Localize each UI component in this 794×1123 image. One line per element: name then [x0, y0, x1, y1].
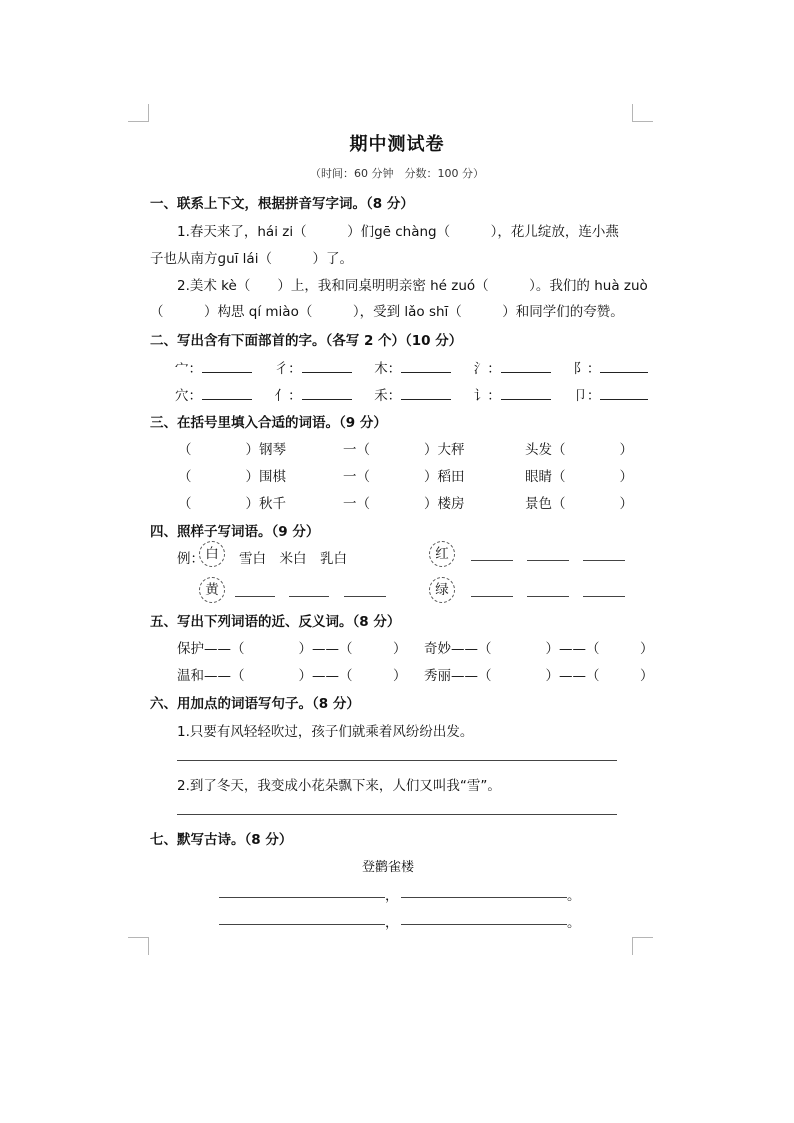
section-1-heading: 一、联系上下文，根据拼音写字词。（8 分）: [150, 196, 414, 212]
radical-label: 阝：: [573, 361, 601, 377]
answer-line[interactable]: [471, 560, 513, 561]
radical-label: 木：: [374, 361, 402, 377]
answer-blank[interactable]: [600, 387, 648, 400]
radical-label: 氵：: [473, 361, 501, 377]
example-label: 例：: [177, 551, 204, 567]
crop-mark: [128, 121, 148, 122]
section-7-heading: 七、默写古诗。（8 分）: [150, 832, 293, 848]
answer-line[interactable]: [344, 596, 386, 597]
answer-line[interactable]: [235, 596, 275, 597]
sentence-prompt: 2.到了冬天，我变成小花朵飘下来，人们又叫我“雪”。: [177, 778, 501, 794]
answer-line[interactable]: [527, 596, 569, 597]
fill-item: （ ）钢琴: [178, 442, 286, 458]
answer-blank[interactable]: [302, 360, 352, 373]
section-4-heading: 四、照样子写词语。（9 分）: [150, 524, 320, 540]
answer-blank[interactable]: [202, 387, 252, 400]
synonym-antonym-item: 奇妙——（ ）——（ ）: [424, 641, 654, 657]
radical-label: 卩：: [573, 388, 601, 404]
section-6-heading: 六、用加点的词语写句子。（8 分）: [150, 696, 360, 712]
fill-item: 景色（ ）: [525, 496, 633, 512]
poem-period: 。: [567, 888, 581, 904]
radical-row: [175, 357, 648, 377]
page-subtitle: （时间：60 分钟 分数：100 分）: [310, 167, 484, 180]
answer-blank[interactable]: [501, 387, 551, 400]
answer-line[interactable]: [527, 560, 569, 561]
synonym-antonym-item: 温和——（ ）——（ ）: [177, 668, 407, 684]
fill-item: 头发（ ）: [525, 442, 633, 458]
section-1-line-3: 2.美术 kè（ ）上，我和同桌明明亲密 hé zuó（ ）。我们的 huà zuò: [177, 278, 648, 294]
section-3-heading: 三、在括号里填入合适的词语。（9 分）: [150, 415, 387, 431]
fill-item: （ ）秋千: [178, 496, 286, 512]
answer-blank[interactable]: [600, 360, 648, 373]
answer-blank[interactable]: [401, 360, 451, 373]
crop-mark: [148, 937, 149, 955]
fill-item: 眼睛（ ）: [525, 469, 633, 485]
section-2-heading: 二、写出含有下面部首的字。（各写 2 个）（10 分）: [150, 333, 463, 349]
crop-mark: [632, 104, 633, 122]
circled-character: 白: [199, 541, 225, 567]
poem-comma: ，: [385, 915, 399, 931]
answer-line[interactable]: [583, 560, 625, 561]
poem-comma: ，: [385, 888, 399, 904]
circled-character: 黄: [199, 577, 225, 603]
answer-blank[interactable]: [302, 387, 352, 400]
fill-item: 一（ ）大秤: [343, 442, 465, 458]
fill-item: 一（ ）楼房: [343, 496, 465, 512]
crop-mark: [632, 937, 633, 955]
poem-answer-line[interactable]: [401, 924, 567, 925]
section-5-heading: 五、写出下列词语的近、反义词。（8 分）: [150, 614, 401, 630]
section-1-line-2: 子也从南方ɡuī lái（ ）了。: [150, 251, 353, 267]
radical-row: [175, 384, 648, 404]
sentence-prompt: 1.只要有风轻轻吹过，孩子们就乘着风纷纷出发。: [177, 724, 474, 740]
radical-label: 讠：: [473, 388, 501, 404]
answer-blank[interactable]: [401, 387, 451, 400]
radical-label: 禾：: [374, 388, 402, 404]
page-title: 期中测试卷: [349, 134, 445, 155]
radical-label: 亻：: [274, 388, 302, 404]
answer-line[interactable]: [583, 596, 625, 597]
crop-mark: [633, 937, 653, 938]
poem-period: 。: [567, 915, 581, 931]
radical-label: 穴：: [175, 388, 202, 404]
radical-label: 宀：: [175, 361, 202, 377]
circled-character: 绿: [429, 577, 455, 603]
answer-line[interactable]: [471, 596, 513, 597]
section-1-line-1: 1.春天来了，hái zi（ ）们gē chàng（ ），花儿绽放，连小燕: [177, 224, 619, 240]
fill-item: 一（ ）稻田: [343, 469, 465, 485]
crop-mark: [128, 937, 148, 938]
answer-blank[interactable]: [501, 360, 551, 373]
example-words: 雪白 米白 乳白: [239, 551, 347, 567]
poem-title: 登鹳雀楼: [361, 860, 414, 875]
synonym-antonym-item: 秀丽——（ ）——（ ）: [424, 668, 654, 684]
poem-answer-line[interactable]: [219, 897, 385, 898]
crop-mark: [148, 104, 149, 122]
answer-line[interactable]: [177, 760, 617, 761]
answer-blank[interactable]: [202, 360, 252, 373]
poem-answer-line[interactable]: [401, 897, 567, 898]
circled-character: 红: [429, 541, 455, 567]
crop-mark: [633, 121, 653, 122]
poem-answer-line[interactable]: [219, 924, 385, 925]
fill-item: （ ）围棋: [178, 469, 286, 485]
answer-line[interactable]: [289, 596, 329, 597]
synonym-antonym-item: 保护——（ ）——（ ）: [177, 641, 407, 657]
section-1-line-4: （ ）构思 qí miào（ ），受到 lǎo shī（ ）和同学们的夸赞。: [150, 304, 624, 320]
answer-line[interactable]: [177, 814, 617, 815]
radical-label: 彳：: [274, 361, 302, 377]
